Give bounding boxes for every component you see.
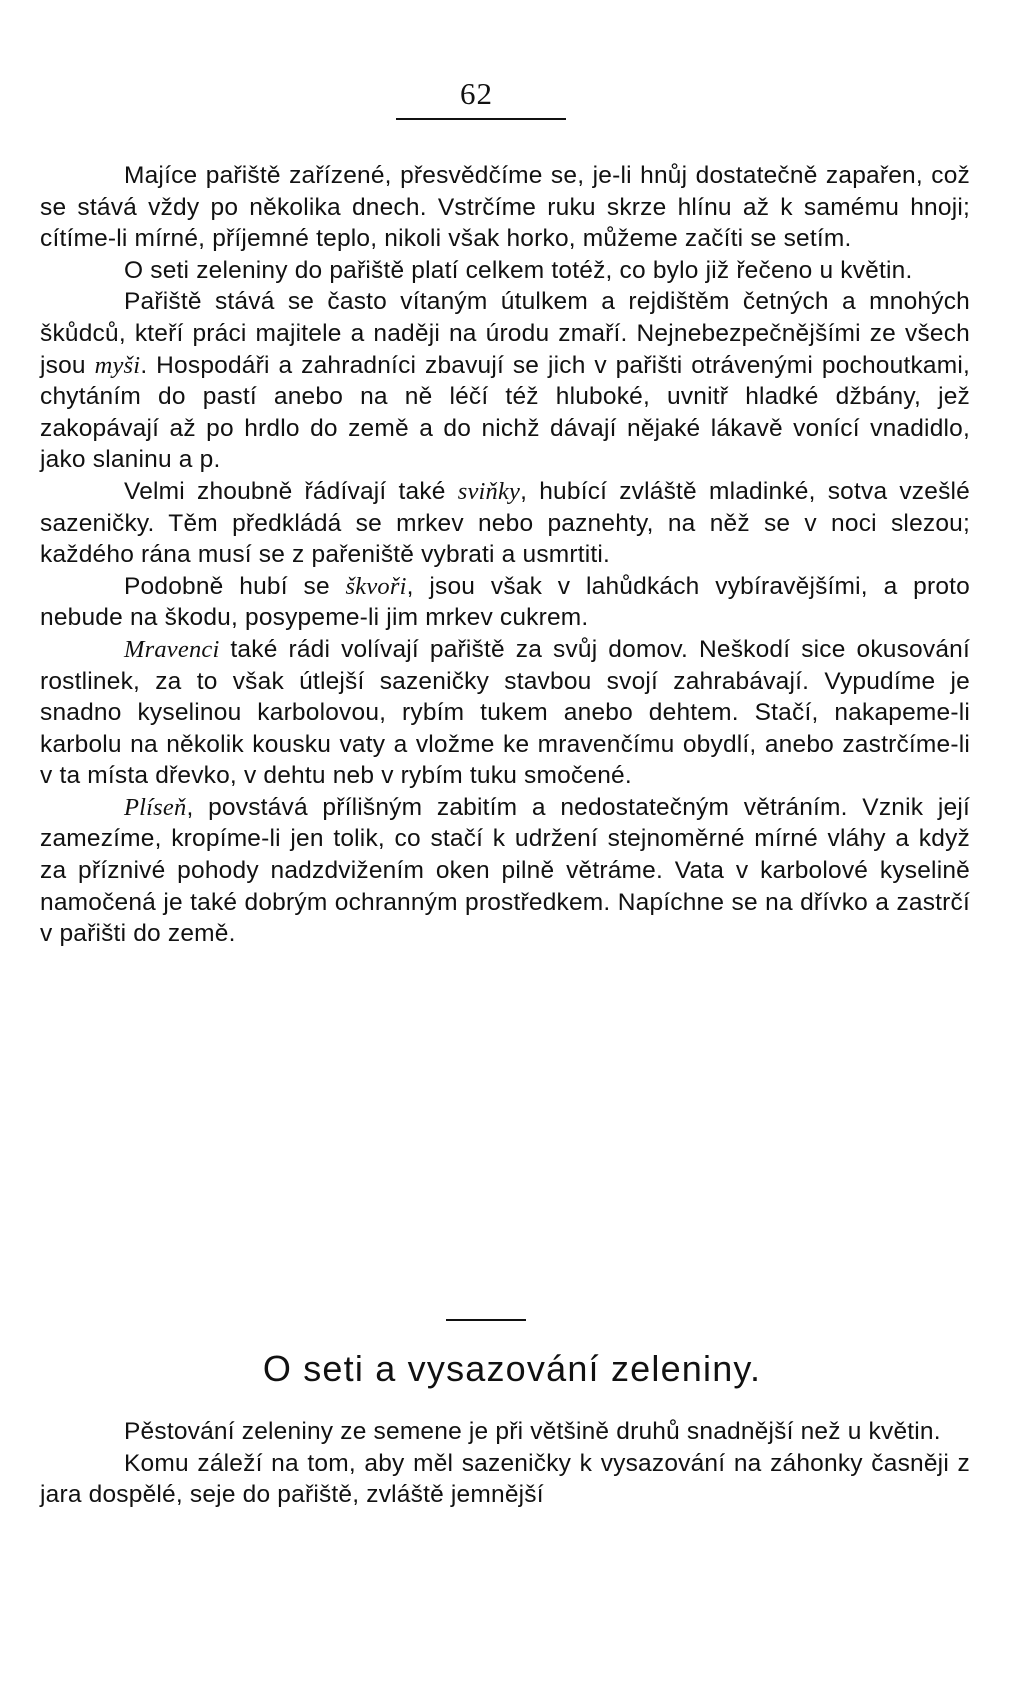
paragraph-text: Pěstování zeleniny ze semene je při většině druhů snadnější než u květin. (124, 1418, 941, 1445)
paragraph-text: , hubící zvláště mladinké, sotva vzešlé sazeničky. Těm předkládá se mrkev nebo paznehty, na něž se v noci slezou; každého rána musí se z pařeniště vybrati a usmrtiti. (40, 477, 970, 569)
paragraph-text: Velmi zhoubně řádívají také (124, 477, 458, 505)
paragraph-text: Majíce pařiště zařízené, přesvědčíme se, je-li hnůj dostatečně zapařen, což se stává vždy po několika dnech. Vstrčíme ruku skrze hlínu až k samému hnoji; cítíme-li mírné, příjemné teplo, nikoli však horko, můžeme začíti se setím. (40, 162, 970, 253)
section-title: O seti a vysazování zeleniny. (262, 1348, 762, 1389)
paragraph-vegetable-sowing (40, 255, 970, 287)
paragraph-text: . Hospodáři a zahradníci zbavují se jich v pařišti otrávenými pochoutkami, chytáním do pastí anebo na ně léčí též hluboké, uvnitř hladké džbány, jež zakopávají až po hrdlo do země a do nichž dávají nějaké lákavě vonící vnadidlo, jako slaninu a p. (40, 351, 971, 474)
paragraph-woodlice (40, 476, 970, 571)
paragraph-ants (40, 634, 970, 792)
term-ants: Mravenci (124, 635, 220, 663)
paragraph-cold-frame-check (40, 160, 970, 255)
paragraph-mold (40, 792, 970, 950)
paragraph-text: Pařiště stává se často vítaným útulkem a rejdištěm četných a mnohých škůdců, kteří práci majitele a naději na úrodu zmaří. Nejnebezpečnějšími ze všech jsou (40, 288, 970, 379)
section-paragraph-transplanting (40, 1448, 970, 1511)
term-earwigs: škvoři (345, 572, 407, 600)
paragraph-text: Komu záleží na tom, aby měl sazeničky k vysazování na záhonky časněji z jara dospělé, seje do pařiště, zvláště jemnější (40, 1449, 970, 1509)
term-mice: myši (94, 351, 141, 379)
term-woodlice: sviňky (457, 477, 521, 505)
body-text (40, 160, 970, 950)
section-text (40, 1416, 970, 1511)
paragraph-pests-mice (40, 286, 970, 476)
paragraph-text: , povstává přílišným zabitím a nedostatečným větráním. Vznik její zamezíme, kropíme-li jen tolik, co stačí k udržení stejnoměrné mírné vláhy a když za příznivé pohody nadzdvižením oken pilně větráme. Vata v karbolové kyselině namočená je také dobrým ochranným prostředkem. Napíchne se na dřívko a zastrčí v pařišti do země. (40, 793, 970, 948)
section-separator (446, 1319, 526, 1321)
term-mold: Plíseň (124, 793, 187, 821)
paragraph-text: Podobně hubí se (124, 572, 346, 600)
page-number-rule (396, 118, 566, 120)
page-number: 62 (460, 76, 493, 111)
section-paragraph-sowing (40, 1416, 970, 1448)
paragraph-earwigs (40, 571, 970, 634)
paragraph-text: O seti zeleniny do pařiště platí celkem totéž, co bylo již řečeno u květin. (124, 256, 913, 284)
paragraph-text: , jsou však v lahůdkách vybíravějšími, a proto nebude na škodu, posypeme-li jim mrkev cukrem. (40, 572, 970, 632)
paragraph-text: také rádi volívají pařiště za svůj domov. Neškodí sice okusování rostlinek, za to však útlejší sazeničky stavbou svojí zahrabávají. Vypudíme je snadno kyselinou karbolovou, rybím tukem anebo dehtem. Stačí, nakapeme-li karbolu na několik kousku vaty a vložme ke mravenčímu obydlí, anebo zastrčíme-li v ta místa dřevko, v dehtu neb v rybím tuku smočené. (40, 635, 970, 790)
